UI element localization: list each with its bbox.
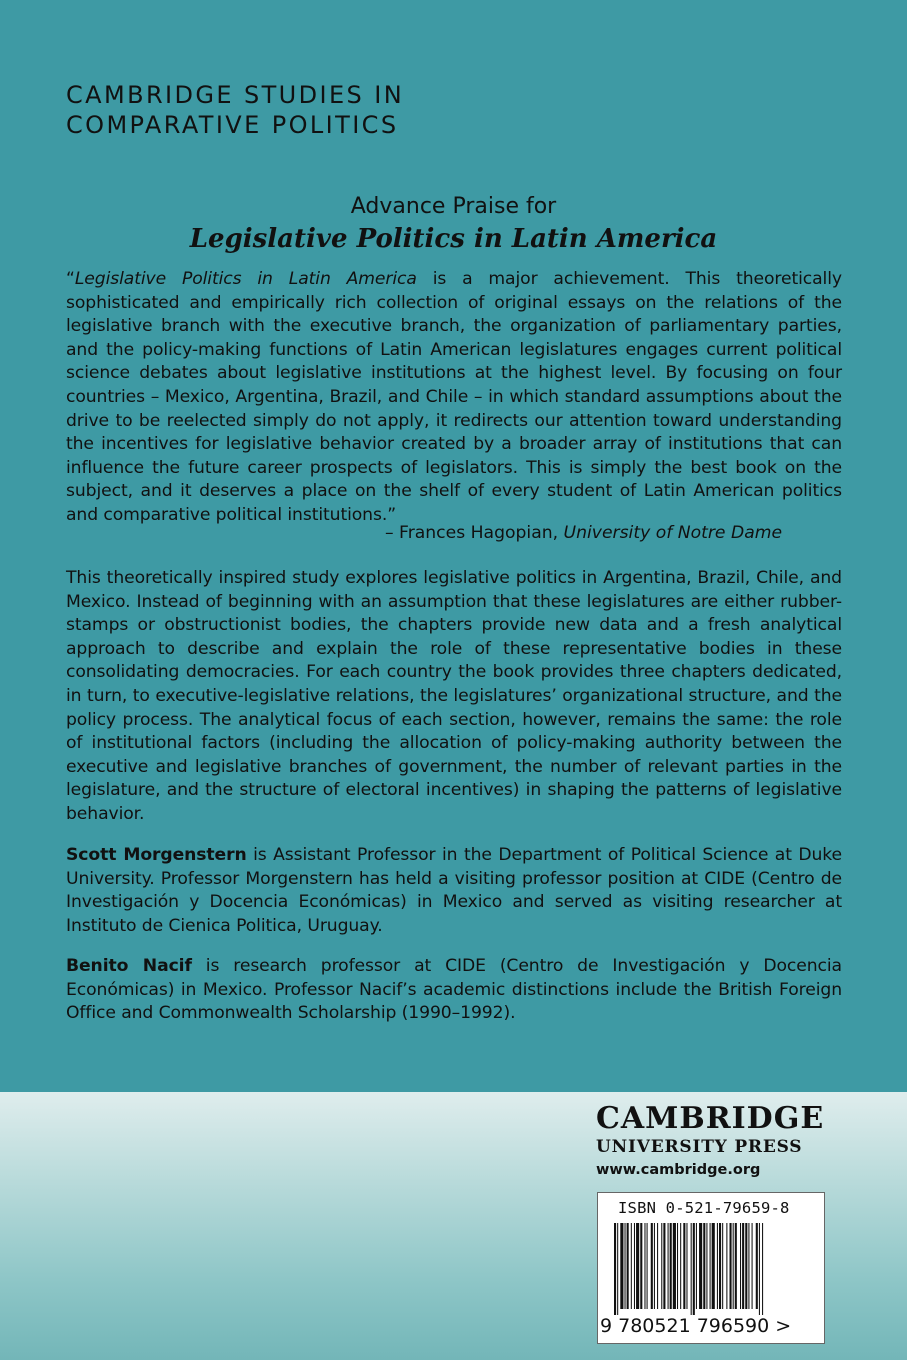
barcode-bar xyxy=(651,1223,653,1309)
barcode-bar xyxy=(620,1223,623,1309)
barcode-bar xyxy=(686,1223,687,1309)
barcode-bar xyxy=(748,1223,749,1309)
praise-heading xyxy=(0,193,907,257)
barcode-bar xyxy=(663,1223,665,1309)
barcode-bar xyxy=(742,1223,744,1309)
author-bio-text: is research professor at CIDE (Centro de Investigación y Docencia Económicas) in Mexico. Professor Nacif’s academic distinctions include the British Foreign Office and Commonwealth Scholarship (1990–1992). xyxy=(66,956,842,1024)
publisher-logo xyxy=(596,1102,826,1182)
barcode-bar xyxy=(712,1223,715,1309)
barcode-bar xyxy=(617,1223,618,1315)
barcode-bar xyxy=(706,1223,707,1309)
series-title-line-1: CAMBRIDGE STUDIES IN xyxy=(66,81,405,109)
author-bio xyxy=(66,844,842,938)
barcode-bar xyxy=(752,1223,753,1309)
barcode-bar xyxy=(625,1223,626,1309)
barcode-bar xyxy=(668,1223,669,1309)
barcode-bar xyxy=(730,1223,732,1309)
barcode-bar xyxy=(740,1223,741,1309)
barcode-bar xyxy=(719,1223,721,1309)
barcode-bar xyxy=(631,1223,632,1309)
barcode-bar xyxy=(693,1223,695,1315)
barcode-bar xyxy=(677,1223,678,1309)
book-title: Legislative Politics in Latin America xyxy=(189,224,718,254)
barcode-bar xyxy=(683,1223,685,1309)
attribution-affiliation: University of Notre Dame xyxy=(563,523,783,543)
barcode-bar xyxy=(636,1223,639,1309)
praise-quote xyxy=(66,268,842,528)
series-title xyxy=(66,80,404,140)
isbn-barcode xyxy=(597,1192,825,1344)
barcode-bars xyxy=(614,1223,810,1315)
attribution-name: – Frances Hagopian, xyxy=(385,523,564,543)
barcode-bar xyxy=(657,1223,658,1309)
barcode-bar xyxy=(644,1223,645,1309)
barcode-bar xyxy=(691,1223,692,1315)
quote-body: is a major achievement. This theoretically sophisticated and empirically rich collection of original essays on the relations of the legislative branch with the executive branch, the organization of parliamentary parties, and the policy-making functions of Latin American legislatures engages current political science debates about legislative institutions at the highest level. By focusing on four countries – Mexico, Argentina, Brazil, and Chile – in which standard assumptions about the drive to be reelected simply do not apply, it redirects our attention toward understanding the incentives for legislative behavior created by a broader array of institutions that can influence the future career prospects of legislators. This is simply the best book on the subject, and it deserves a place on the shelf of every student of Latin American politics and comparative political institutions.” xyxy=(66,269,842,525)
author-bio-text: is Assistant Professor in the Department of Political Science at Duke University. Professor Morgenstern has held a visiting professor position at CIDE (Centro de Investigación y Docencia Económicas) in Mexico and served as visiting researcher at Instituto de Cienica Politica, Uruguay. xyxy=(66,845,842,936)
barcode-bar xyxy=(627,1223,629,1309)
publisher-subtitle: UNIVERSITY PRESS xyxy=(596,1137,803,1157)
barcode-bar xyxy=(634,1223,635,1309)
barcode-bar xyxy=(696,1223,697,1309)
barcode-bar xyxy=(640,1223,642,1309)
series-title-line-2: COMPARATIVE POLITICS xyxy=(66,111,399,139)
barcode-bar xyxy=(699,1223,702,1309)
publisher-website: www.cambridge.org xyxy=(596,1162,761,1178)
barcode-bar xyxy=(733,1223,734,1309)
author-name: Benito Nacif xyxy=(66,956,192,976)
quote-attribution xyxy=(385,522,782,546)
barcode-bar xyxy=(680,1223,681,1309)
praise-lead: Advance Praise for xyxy=(350,194,557,219)
barcode-bar xyxy=(717,1223,718,1309)
barcode-bar xyxy=(762,1223,763,1315)
barcode-bar xyxy=(703,1223,705,1309)
quote-open-mark: “ xyxy=(66,269,75,289)
author-name: Scott Morgenstern xyxy=(66,845,247,865)
barcode-bar xyxy=(722,1223,723,1309)
barcode-bar xyxy=(661,1223,662,1309)
barcode-bar xyxy=(614,1223,616,1315)
barcode-bar xyxy=(673,1223,676,1309)
barcode-digits: 9 780521 796590 > xyxy=(600,1315,792,1337)
barcode-bar xyxy=(726,1223,727,1309)
barcode-bar xyxy=(745,1223,747,1309)
isbn-number: ISBN 0-521-79659-8 xyxy=(618,1199,790,1217)
barcode-bar xyxy=(710,1223,711,1309)
author-bio xyxy=(66,955,842,1026)
barcode-bar xyxy=(735,1223,737,1309)
barcode-bar xyxy=(756,1223,758,1309)
barcode-bar xyxy=(670,1223,672,1309)
barcode-bar xyxy=(759,1223,760,1315)
barcode-bar xyxy=(654,1223,655,1309)
book-summary: This theoretically inspired study explores legislative politics in Argentina, Brazil, Chile, and Mexico. Instead of beginning with an assumption that these legislatures are either rubber-stamps or obstructionist bodies, the chapters provide new data and a fresh analytical approach to describe and explain the role of these representative bodies in these consolidating democracies. For each country the book provides three chapters dedicated, in turn, to executive-legislative relations, the legislatures’ organizational structure, and the policy process. The analytical focus of each section, however, remains the same: the role of institutional factors (including the allocation of policy-making authority between the executive and legislative branches of government, the number of relevant parties in the legislature, and the structure of electoral incentives) in shaping the patterns of legislative behavior. xyxy=(66,568,842,824)
publisher-name: CAMBRIDGE xyxy=(596,1101,825,1136)
barcode-bar xyxy=(647,1223,648,1309)
quote-book-title: Legislative Politics in Latin America xyxy=(74,269,417,289)
